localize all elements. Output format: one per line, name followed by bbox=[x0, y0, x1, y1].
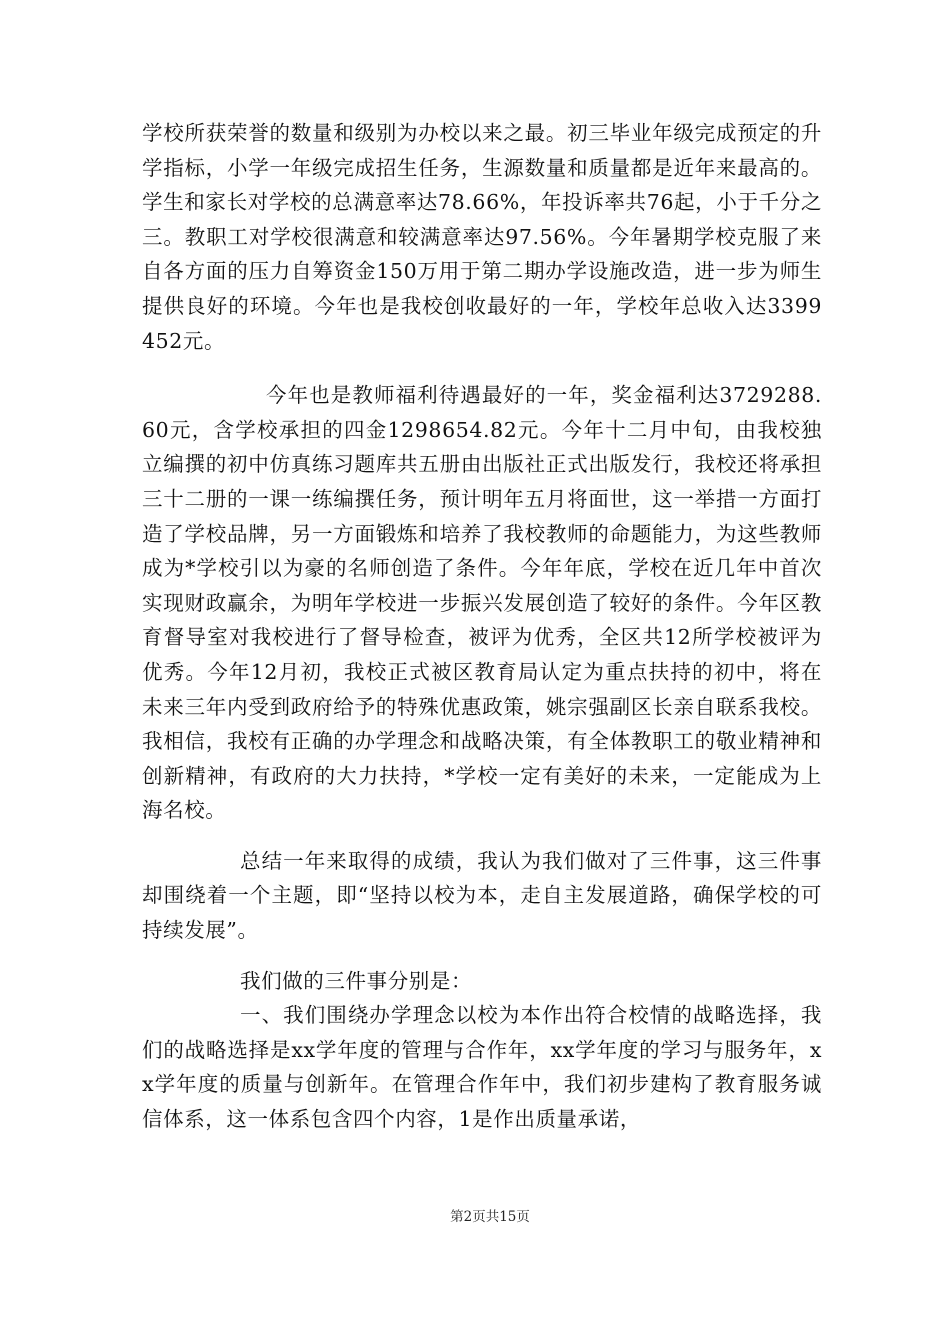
document-body bbox=[142, 116, 822, 1137]
page-number-footer: 第2页共15页 bbox=[450, 1209, 530, 1225]
paragraph-summary: 总结一年来取得的成绩，我认为我们做对了三件事，这三件事却围绕着一个主题，即“坚持以校为本，走自主发展道路，确保学校的可持续发展”。 bbox=[142, 848, 822, 943]
paragraph-three-things-intro: 我们做的三件事分别是： bbox=[240, 968, 473, 993]
paragraph-first-thing: 一、我们围绕办学理念以校为本作出符合校情的战略选择，我们的战略选择是xx学年度的管理与合作年，xx学年度的学习与服务年，xx学年度的质量与创新年。在管理合作年中，我们初步建构了教育服务诚信体系，这一体系包含四个内容，1是作出质量承诺， bbox=[142, 1003, 822, 1132]
paragraph-achievements: 学校所获荣誉的数量和级别为办校以来之最。初三毕业年级完成预定的升学指标，小学一年级完成招生任务，生源数量和质量都是近年来最高的。学生和家长对学校的总满意率达78.66%，年投诉率共76起，小于千分之三。教职工对学校很满意和较满意率达97.56%。今年暑期学校克服了来自各方面的压力自筹资金150万用于第二期办学设施改造，进一步为师生提供良好的环境。今年也是我校创收最好的一年，学校年总收入达3399452元。 bbox=[142, 121, 822, 353]
paragraph-teacher-welfare: 今年也是教师福利待遇最好的一年，奖金福利达3729288.60元，含学校承担的四金1298654.82元。今年十二月中旬，由我校独立编撰的初中仿真练习题库共五册由出版社正式出版发行，我校还将承担三十二册的一课一练编撰任务，预计明年五月将面世，这一举措一方面打造了学校品牌，另一方面锻炼和培养了我校教师的命题能力，为这些教师成为*学校引以为豪的名师创造了条件。今年年底，学校在近几年中首次实现财政赢余，为明年学校进一步振兴发展创造了较好的条件。今年区教育督导室对我校进行了督导检查，被评为优秀，全区共12所学校被评为优秀。今年12月初，我校正式被区教育局认定为重点扶持的初中，将在未来三年内受到政府给予的特殊优惠政策，姚宗强副区长亲自联系我校。我相信，我校有正确的办学理念和战略决策，有全体教职工的敬业精神和创新精神，有政府的大力扶持，*学校一定有美好的未来，一定能成为上海名校。 bbox=[142, 383, 822, 823]
